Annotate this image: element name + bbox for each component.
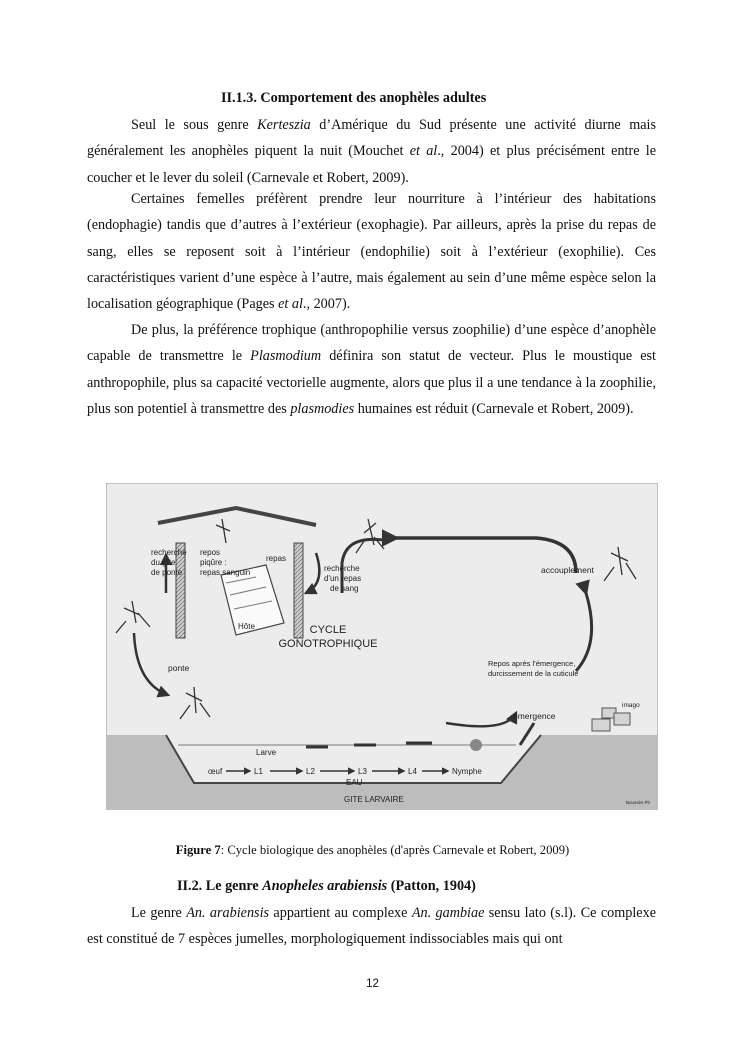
label-credit: Boussès Ph: [626, 800, 651, 805]
label-recherche-gite-3: de ponte: [151, 568, 183, 577]
label-hote: Hôte: [238, 622, 255, 631]
paragraph-4: Le genre An. arabiensis appartient au complexe An. gambiae sensu lato (s.l). Ce complexe est constitué de 7 espèces jumelles, morphologiquement indissociables mais qui ont: [87, 905, 656, 948]
wall-post-right: [294, 543, 303, 638]
label-l3: L3: [358, 767, 367, 776]
cycle-title-1: CYCLE: [309, 624, 347, 636]
label-nymphe: Nymphe: [452, 767, 482, 776]
label-oeuf: œuf: [208, 767, 223, 776]
paragraph-3: De plus, la préférence trophique (anthropophilie versus zoophilie) d’une espèce d’anophèle capable de transmettre le Plasmodium définira son statut de vecteur. Plus le moustique est anthropophile, plus sa capacité vectorielle augmente, alors que plus il a une tendance à la zoophilie, plus son potentiel à transmettre des plasmodies humaines est réduit (Carnevale et Robert, 2009).: [87, 322, 656, 417]
label-eau: EAU: [346, 778, 363, 787]
wall-post-left: [176, 543, 185, 638]
label-repas: repas: [266, 554, 287, 563]
label-gite-larvaire: GITE LARVAIRE: [344, 795, 404, 804]
section-heading: II.1.3. Comportement des anophèles adultes: [221, 90, 487, 106]
label-recherche-repas-3: de sang: [330, 584, 359, 593]
label-l4: L4: [408, 767, 417, 776]
label-l2: L2: [306, 767, 315, 776]
label-repos-emergence-1: Repos après l'émergence,: [488, 659, 576, 668]
label-l1: L1: [254, 767, 263, 776]
label-accouplement: accouplement: [541, 565, 594, 575]
gonotrophic-cycle-figure: [106, 483, 658, 810]
label-ponte: ponte: [168, 663, 190, 673]
label-repos-3: repas sanguin: [200, 568, 251, 577]
label-imago: imago: [622, 702, 640, 709]
figure-caption: Figure 7: Cycle biologique des anophèles (d'après Carnevale et Robert, 2009): [175, 843, 570, 857]
label-repos-1: repos: [200, 548, 221, 557]
label-recherche-gite-1: recherche: [151, 548, 187, 557]
page-number: 12: [366, 978, 379, 990]
label-recherche-repas-2: d'un repas: [324, 574, 362, 583]
label-recherche-gite-2: du gîte: [151, 558, 176, 567]
section2-heading: II.2. Le genre Anopheles arabiensis (Patton, 1904): [177, 878, 476, 894]
label-emergence: émergence: [513, 711, 556, 721]
label-repos-2: piqûre :: [200, 558, 227, 567]
label-repos-emergence-2: durcissement de la cuticule: [488, 669, 579, 678]
paragraph-2: Certaines femelles préfèrent prendre leur nourriture à l’intérieur des habitations (endophagie) tandis que d’autres à l’extérieur (exophagie). Par ailleurs, après la prise du repas de sang, elles se reposent soit à l’intérieur (endophilie) soit à l’extérieur (exophilie). Ces caractéristiques varient d’une espèce à l’autre, mais également au sein d’une même espèce selon la localisation géographique (Pages et al., 2007).: [87, 191, 656, 313]
label-larve: Larve: [256, 748, 277, 757]
paragraph-1: Seul le sous genre Kerteszia d’Amérique du Sud présente une activité diurne mais généralement les anophèles piquent la nuit (Mouchet et al., 2004) et plus précisément entre le coucher et le lever du soleil (Carnevale et Robert, 2009).: [87, 117, 657, 186]
cycle-title-2: GONOTROPHIQUE: [278, 638, 378, 650]
nymph-icon: [470, 739, 482, 751]
label-recherche-repas-1: recherche: [324, 564, 360, 573]
